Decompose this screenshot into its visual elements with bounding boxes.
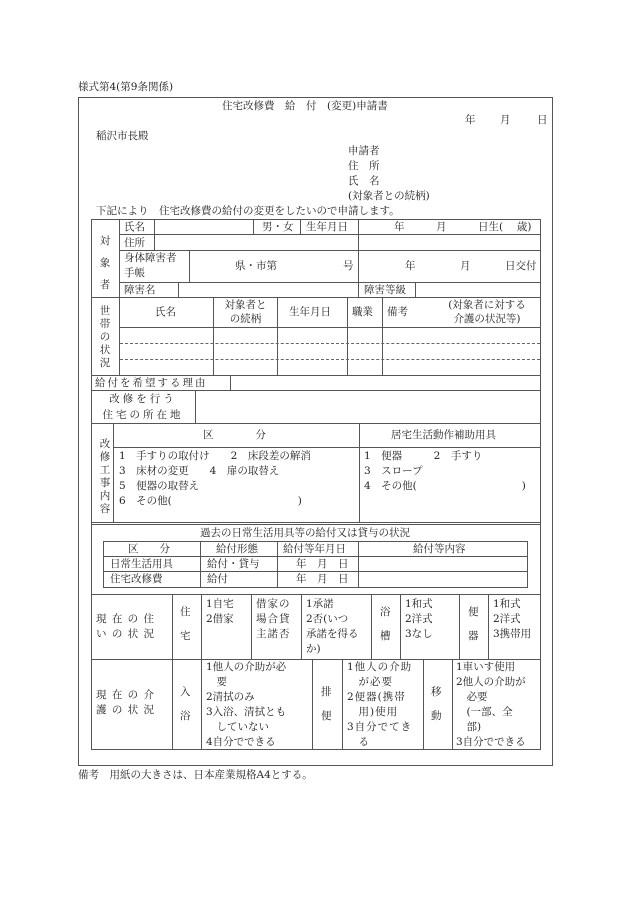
past-row-form[interactable]: 給付・貸与: [207, 558, 260, 570]
household-rows[interactable]: [120, 328, 540, 375]
bathing-label: 入 浴: [180, 686, 191, 722]
renovation-col2-header: 居宅生活動作補助用具: [391, 429, 496, 441]
renovation-col1-header: 区 分: [203, 429, 266, 441]
toilet-label: 便 器: [468, 606, 479, 642]
house-label: 住 宅: [180, 606, 191, 642]
house-options[interactable]: 1自宅 2借家: [206, 598, 234, 625]
subject-name-input[interactable]: [155, 220, 252, 234]
subject-address-input[interactable]: [155, 235, 539, 249]
renovation-col2-items[interactable]: 1 便器 2 手すり 3 スロープ 4 その他( ): [364, 450, 526, 492]
handbook-number[interactable]: 号: [343, 260, 354, 272]
disability-label: 障害名: [124, 284, 156, 296]
care-label: 現 在 の 介 護 の 状 況: [96, 689, 156, 716]
handbook-prefecture[interactable]: 県・市第: [235, 260, 277, 272]
household-col-job: 職業: [352, 306, 373, 318]
mobility-options[interactable]: 1車いす使用 2他人の介助が 必要 (一部、全 部) 3自分でできる: [456, 661, 526, 748]
grade-label: 障害等級: [364, 284, 406, 296]
past-col-form: 給付形態: [216, 543, 258, 555]
form-number: 様式第4(第9条関係): [78, 81, 174, 93]
applicant-relation-label[interactable]: (対象者との続柄): [348, 190, 430, 202]
excretion-label: 排 便: [321, 686, 332, 722]
location-input[interactable]: [196, 391, 539, 422]
applicant-name-label[interactable]: 氏 名: [348, 175, 380, 187]
date-month[interactable]: 月: [500, 114, 511, 126]
landlord-label: 借家の 場合貸 主諾否: [256, 598, 291, 640]
footnote: 備考 用紙の大きさは、日本産業規格A4とする。: [78, 769, 313, 781]
disability-input[interactable]: [179, 283, 357, 296]
birth-label: 生年月日: [306, 221, 348, 233]
mobility-label: 移 動: [431, 686, 442, 722]
location-label: 改修を行う 住宅の所在地: [102, 393, 184, 421]
birth-value[interactable]: 年 月 日生( 歳): [394, 221, 532, 233]
past-row-form[interactable]: 給付: [207, 573, 228, 585]
past-col-category: 区 分: [128, 543, 170, 555]
renovation-col1-items[interactable]: 1 手すりの取付け 2 床段差の解消 3 床材の変更 4 扉の取替え 5 便器の取替え 6 その他( ): [119, 450, 311, 507]
bathing-options[interactable]: 1他人の介助が必 要 2清拭のみ 3入浴、清拭とも していない 4自分でできる: [206, 661, 287, 748]
renovation-header: 改修工事内容: [99, 438, 111, 515]
household-col-name: 氏名: [155, 306, 176, 318]
grade-input[interactable]: [416, 283, 539, 296]
household-col-relation: 対象者と の続柄: [224, 299, 267, 325]
past-row-category: 住宅改修費: [110, 573, 163, 585]
bath-options[interactable]: 1和式 2洋式 3なし: [405, 598, 433, 640]
issue-day[interactable]: 日交付: [505, 260, 537, 272]
subject-name-label: 氏名: [124, 221, 145, 233]
issue-month[interactable]: 月: [460, 260, 471, 272]
applicant-address-label[interactable]: 住 所: [348, 160, 380, 172]
past-col-content: 給付等内容: [413, 543, 466, 555]
past-row-date[interactable]: 年 月 日: [296, 558, 349, 570]
household-col-care: (対象者に対する 介護の状況等): [448, 299, 526, 325]
bath-label: 浴 槽: [380, 606, 391, 642]
issue-year[interactable]: 年: [405, 260, 416, 272]
reason-input[interactable]: [231, 376, 539, 389]
past-col-date: 給付等年月日: [283, 543, 346, 555]
reason-label: 給付を希望する理由: [95, 377, 208, 389]
household-col-notes: 備考: [387, 306, 408, 318]
subject-address-label: 住所: [124, 237, 145, 249]
toilet-options[interactable]: 1和式 2洋式 3携帯用: [493, 598, 532, 640]
handbook-label: 身体障害者 手帳: [124, 252, 177, 279]
housing-label: 現 在 の 住 い の 状 況: [96, 613, 156, 640]
landlord-options[interactable]: 1承諾 2否(いつ 承諾を得る か): [306, 598, 359, 655]
excretion-options[interactable]: 1他人の介助 が必要 2便器(携帯 用)使用 3自分でてき る: [347, 661, 413, 748]
household-header: 世帯の状況: [99, 305, 111, 369]
form-title: 住宅改修費 給 付 (変更)申請書: [222, 100, 388, 112]
subject-header: 対 象 者: [99, 235, 111, 291]
addressee: 稲沢市長殿: [96, 130, 149, 142]
date-day[interactable]: 日: [537, 114, 548, 126]
past-row-category: 日常生活用具: [110, 558, 173, 570]
past-row-date[interactable]: 年 月 日: [296, 573, 349, 585]
intro-text: 下記により 住宅改修費の給付の変更をしたいので申請します。: [96, 205, 400, 217]
applicant-label: 申請者: [348, 145, 380, 157]
past-title: 過去の日常生活用具等の給付又は貸与の状況: [200, 527, 410, 539]
gender-select[interactable]: 男・女: [262, 221, 294, 233]
date-year[interactable]: 年: [465, 114, 476, 126]
household-col-birth: 生年月日: [289, 306, 331, 318]
